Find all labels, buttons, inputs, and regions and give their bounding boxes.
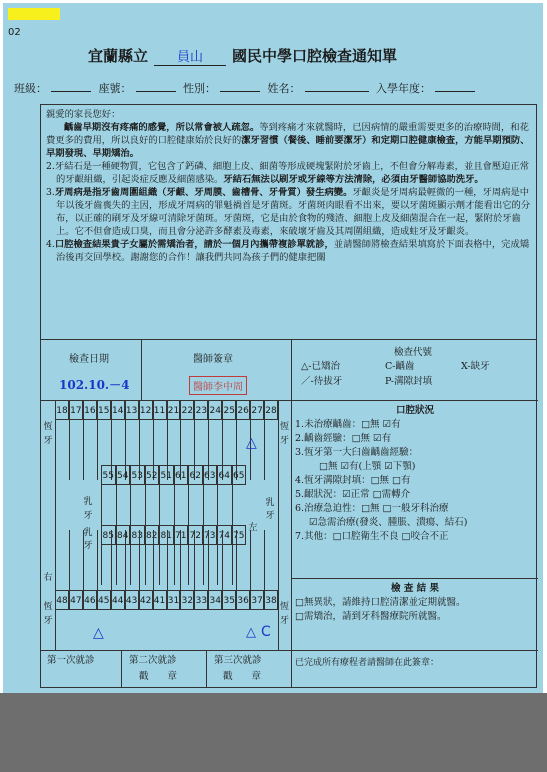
- tooth-column-line: [111, 530, 112, 590]
- tooth-column-line: [159, 485, 160, 525]
- class-label: 班級：: [14, 82, 47, 95]
- name-field[interactable]: [305, 91, 369, 92]
- oral-item-4[interactable]: 4.恆牙溝隙封填：□無 □有: [295, 475, 411, 486]
- tooth-11[interactable]: 11: [153, 400, 167, 420]
- oral-item-1[interactable]: 1.未治療齲齒：□無 ☑有: [295, 419, 401, 430]
- p1-bold2: 潔牙習慣（餐後、睡前要潔牙）和定期口腔健康檢查，方能早期預防、早期發現、早期矯治。: [46, 135, 530, 159]
- tooth-column-line: [188, 545, 189, 585]
- right-label: 右: [43, 573, 53, 583]
- result-needs-treatment[interactable]: □需矯治，請到牙科醫療院所就醫。: [295, 611, 447, 622]
- p2-bold: 牙結石無法以刷牙或牙線等方法清除，必須由牙醫師協助洗牙。: [223, 174, 484, 185]
- tooth-81[interactable]: 81: [159, 525, 174, 545]
- lower-perm-label: 恆牙: [43, 602, 53, 626]
- prim-label-right: 乳牙: [83, 497, 93, 521]
- tooth-23[interactable]: 23: [194, 400, 208, 420]
- lower-perm-row: [55, 590, 278, 610]
- tooth-26[interactable]: 26: [236, 400, 250, 420]
- p4-text: 並請醫師將檢查結果填寫於下面表格中，完成矯治後再交回學校。謝謝您的合作！讓我們共同為孩子們的健康把關: [56, 239, 530, 263]
- visit-3-stamp[interactable]: 戳 章: [223, 671, 262, 682]
- tooth-column-line: [194, 530, 195, 590]
- redaction-highlight: [8, 8, 60, 20]
- parent-letter: [40, 104, 537, 340]
- tooth-83[interactable]: 83: [130, 525, 145, 545]
- lower-perm-label-r: 恆牙: [279, 602, 289, 626]
- tooth-column-line: [188, 485, 189, 525]
- mark-tooth-24: △: [246, 435, 257, 451]
- visit-3-label: 第三次就診: [214, 655, 262, 666]
- symbols-title: 檢查代號: [393, 347, 432, 358]
- scan-margin: [0, 693, 547, 772]
- seat-label: 座號：: [98, 82, 132, 95]
- tooth-28[interactable]: 28: [264, 400, 278, 420]
- tooth-16[interactable]: 16: [83, 400, 97, 420]
- upper-perm-row: [55, 400, 278, 420]
- doctor-sign-label: 醫師簽章: [193, 354, 233, 365]
- class-field[interactable]: [51, 91, 91, 92]
- tooth-column-line: [97, 420, 98, 480]
- symbol-treated: △-已矯治: [301, 361, 341, 372]
- oral-item-5[interactable]: 5.齦狀況：☑正常 □需轉介: [295, 489, 411, 500]
- tooth-35[interactable]: 35: [222, 590, 236, 610]
- tooth-column-line: [125, 530, 126, 590]
- sex-field[interactable]: [220, 91, 260, 92]
- tooth-71[interactable]: 71: [174, 525, 189, 545]
- upper-perm-label: 恆牙: [43, 422, 53, 446]
- tooth-43[interactable]: 43: [125, 590, 139, 610]
- tooth-column-line: [222, 530, 223, 590]
- tooth-31[interactable]: 31: [167, 590, 181, 610]
- tooth-51[interactable]: 51: [159, 465, 174, 485]
- tooth-21[interactable]: 21: [167, 400, 181, 420]
- tooth-12[interactable]: 12: [139, 400, 153, 420]
- oral-item-6[interactable]: 6.治療急迫性：□無 □一般牙科治療: [295, 503, 449, 514]
- student-info-row: [14, 80, 479, 96]
- tooth-column-line: [55, 530, 56, 590]
- tooth-65[interactable]: 65: [232, 465, 247, 485]
- letter-para-2: [46, 160, 531, 186]
- oral-item-6b[interactable]: ☑急需治療(發炎、腫脹、潰瘍、結石): [309, 517, 468, 528]
- year-field[interactable]: [435, 91, 475, 92]
- mark-tooth-35: △: [246, 625, 256, 640]
- tooth-column-line: [217, 545, 218, 585]
- tooth-column-line: [236, 530, 237, 590]
- tooth-column-line: [139, 530, 140, 590]
- name-label: 姓名：: [267, 82, 301, 95]
- symbol-sealant: P-溝隙封填: [385, 376, 433, 387]
- p3-text: 牙齦炎是牙周病最輕微的一種，牙周病是中年以後牙齒喪失的主因，形成牙周病的罪魁禍首是牙菌斑。牙菌斑肉眼看不出來，要以牙菌斑顯示劑才能看出它的分布，以正確的刷牙及牙線可清除牙菌斑。牙菌斑，它是由於食物的殘渣、細胞上皮及細菌混合在一起，緊附於牙齒上。它不但會造成口臭，而且會分泌許多酵素及毒素，來破壞牙齒及其周圍組織，造成蛀牙及牙齦炎。: [56, 187, 531, 237]
- tooth-48[interactable]: 48: [55, 590, 69, 610]
- mark-tooth-46: △: [93, 625, 104, 641]
- tooth-63[interactable]: 63: [203, 465, 218, 485]
- tooth-column-line: [130, 545, 131, 585]
- tooth-52[interactable]: 52: [145, 465, 160, 485]
- prim-label-left: 乳牙: [265, 498, 275, 521]
- tooth-15[interactable]: 15: [97, 400, 111, 420]
- tooth-64[interactable]: 64: [217, 465, 232, 485]
- tooth-54[interactable]: 54: [116, 465, 131, 485]
- tooth-36[interactable]: 36: [236, 590, 250, 610]
- p4-num: 4.: [46, 239, 55, 250]
- tooth-73[interactable]: 73: [203, 525, 218, 545]
- tooth-column-line: [116, 485, 117, 525]
- visit-1-label: 第一次就診: [47, 655, 95, 666]
- tooth-14[interactable]: 14: [111, 400, 125, 420]
- exam-date-value[interactable]: 102.10.－4: [59, 378, 130, 392]
- tooth-82[interactable]: 82: [145, 525, 160, 545]
- tooth-38[interactable]: 38: [264, 590, 278, 610]
- tooth-column-line: [174, 485, 175, 525]
- tooth-column-line: [101, 545, 102, 585]
- tooth-75[interactable]: 75: [232, 525, 247, 545]
- p1-bold: 齲齒早期沒有疼痛的感覺，所以常會被人疏忽。: [64, 122, 260, 133]
- seat-field[interactable]: [136, 91, 176, 92]
- p2-text: 牙結石是一種硬物質，它包含了鈣磷、細胞上皮、細菌等形成硬塊緊附於牙齒上，不但會分解毒素，並且會壓迫正常的牙齦組織，引起炎症反應及細菌感染。: [54, 161, 530, 185]
- tooth-column-line: [69, 530, 70, 590]
- tooth-33[interactable]: 33: [194, 590, 208, 610]
- tooth-column-line: [217, 485, 218, 525]
- result-normal[interactable]: □無異狀，請維持口腔清潔並定期就醫。: [295, 597, 466, 608]
- exam-date-cell: [41, 340, 141, 400]
- tooth-column-line: [145, 545, 146, 585]
- tooth-column-line: [83, 420, 84, 480]
- tooth-62[interactable]: 62: [188, 465, 203, 485]
- exam-grid: [40, 340, 537, 688]
- title-suffix: 國民中學口腔檢查通知單: [232, 47, 398, 65]
- p2-num: 2.: [46, 161, 55, 172]
- doctor-sign-cell: [141, 340, 291, 400]
- visit-2-label: 第二次就診: [129, 655, 177, 666]
- p4-bold: 口腔檢查結果貴子女屬於需矯治者，請於一個月內攜帶複診單就診，: [54, 239, 334, 250]
- tooth-84[interactable]: 84: [116, 525, 131, 545]
- prim-label-right2: 乳牙: [83, 528, 93, 551]
- p3-bold: 牙周病是指牙齒周圍組織（牙齦、牙周膜、齒槽骨、牙骨質）發生病變。: [54, 187, 353, 198]
- tooth-column-line: [264, 530, 265, 590]
- tooth-22[interactable]: 22: [180, 400, 194, 420]
- tooth-41[interactable]: 41: [153, 590, 167, 610]
- letter-para-3: [46, 186, 531, 238]
- p3-num: 3.: [46, 187, 55, 198]
- doctor-stamp: 醫師李中周: [189, 376, 247, 395]
- tooth-column-line: [145, 485, 146, 525]
- upper-prim-row: [101, 465, 246, 485]
- tooth-column-line: [130, 485, 131, 525]
- tooth-44[interactable]: 44: [111, 590, 125, 610]
- result-title: 檢 查 結 果: [391, 583, 439, 594]
- tooth-column-line: [203, 545, 204, 585]
- year-label: 入學年度：: [376, 82, 431, 95]
- mark-tooth-36: C: [261, 624, 271, 640]
- tooth-18[interactable]: 18: [55, 400, 69, 420]
- tooth-25[interactable]: 25: [222, 400, 236, 420]
- tooth-column-line: [232, 545, 233, 585]
- exam-symbols: [293, 346, 533, 390]
- p1-rest: 等到疼痛才來就醫時，已因病情的嚴重需要更多的治療時間，和花費更多的費用，所以良好的口腔健康始於良好的: [46, 122, 529, 146]
- tooth-46[interactable]: 46: [83, 590, 97, 610]
- tooth-column-line: [83, 530, 84, 590]
- oral-status-title: 口腔狀況: [395, 405, 434, 416]
- tooth-17[interactable]: 17: [69, 400, 83, 420]
- tooth-32[interactable]: 32: [180, 590, 194, 610]
- tooth-24[interactable]: 24: [208, 400, 222, 420]
- tooth-47[interactable]: 47: [69, 590, 83, 610]
- tooth-61[interactable]: 61: [174, 465, 189, 485]
- tooth-85[interactable]: 85: [101, 525, 116, 545]
- tooth-column-line: [55, 420, 56, 480]
- letter-para-1: [46, 121, 531, 160]
- tooth-column-line: [264, 420, 265, 480]
- tooth-column-line: [159, 545, 160, 585]
- tooth-45[interactable]: 45: [97, 590, 111, 610]
- tooth-column-line: [174, 545, 175, 585]
- tooth-74[interactable]: 74: [217, 525, 232, 545]
- document-number: 02: [8, 27, 21, 38]
- completion-sign[interactable]: 已完成所有療程者請醫師在此簽章：: [295, 658, 440, 668]
- lower-prim-row: [101, 525, 246, 545]
- tooth-column-line: [153, 530, 154, 590]
- tooth-column-line: [116, 545, 117, 585]
- symbol-missing: X-缺牙: [461, 361, 490, 372]
- oral-item-7[interactable]: 7.其他：□口腔衛生不良 □咬合不正: [295, 531, 449, 542]
- tooth-column-line: [250, 530, 251, 590]
- tooth-column-line: [101, 485, 102, 525]
- exam-date-label: 檢查日期: [69, 354, 109, 365]
- exam-result: [295, 582, 535, 624]
- upper-perm-label-r: 恆牙: [279, 422, 289, 446]
- tooth-column-line: [203, 485, 204, 525]
- tooth-72[interactable]: 72: [188, 525, 203, 545]
- tooth-53[interactable]: 53: [130, 465, 145, 485]
- tooth-column-line: [232, 485, 233, 525]
- symbol-caries: C-齲齒: [385, 361, 415, 372]
- oral-item-3b[interactable]: □無 ☑有(上顎 ☑下顎): [319, 461, 416, 472]
- left-label: 左: [248, 523, 258, 533]
- oral-item-2[interactable]: 2.齲齒經驗：□無 ☑有: [295, 433, 392, 444]
- school-name-field[interactable]: 員山: [154, 46, 226, 66]
- title-prefix: 宜蘭縣立: [88, 47, 149, 65]
- visit-2-stamp[interactable]: 戳 章: [139, 671, 178, 682]
- letter-greeting: 親愛的家長您好：: [46, 109, 121, 120]
- tooth-column-line: [208, 530, 209, 590]
- tooth-34[interactable]: 34: [208, 590, 222, 610]
- sex-label: 性別：: [183, 82, 216, 95]
- letter-para-4: [46, 238, 531, 264]
- tooth-55[interactable]: 55: [101, 465, 116, 485]
- symbol-extract: ／-待拔牙: [301, 376, 343, 387]
- tooth-37[interactable]: 37: [250, 590, 264, 610]
- tooth-column-line: [167, 530, 168, 590]
- oral-item-3[interactable]: 3.恆牙第一大臼齒齲齒經驗：: [295, 447, 419, 458]
- tooth-27[interactable]: 27: [250, 400, 264, 420]
- page-title: [88, 45, 397, 66]
- tooth-42[interactable]: 42: [139, 590, 153, 610]
- tooth-13[interactable]: 13: [125, 400, 139, 420]
- oral-status: [295, 404, 535, 544]
- tooth-column-line: [97, 530, 98, 590]
- tooth-column-line: [69, 420, 70, 480]
- tooth-column-line: [180, 530, 181, 590]
